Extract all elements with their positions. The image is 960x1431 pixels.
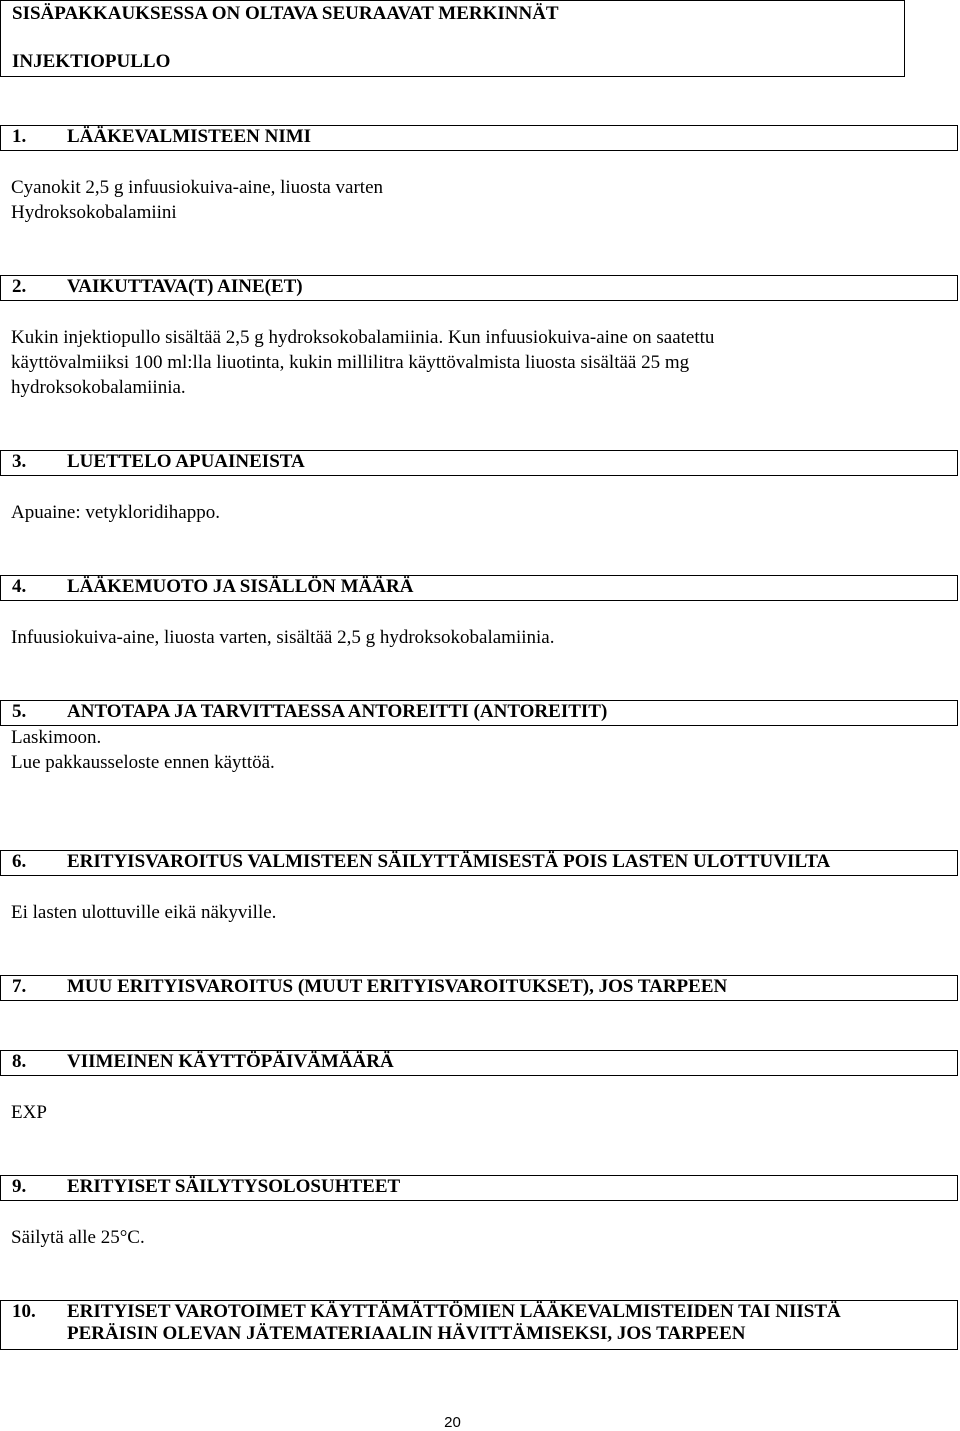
section-1-header <box>0 125 958 151</box>
section-title: ANTOTAPA JA TARVITTAESSA ANTOREITTI (ANTOREITIT) <box>67 701 608 722</box>
section-number: 4. <box>12 576 27 597</box>
section-number: 5. <box>12 701 27 722</box>
section-9-text: Säilytä alle 25°C. <box>11 1227 145 1248</box>
section-7-header <box>0 975 958 1001</box>
section-number: 6. <box>12 851 27 872</box>
section-number: 2. <box>12 276 27 297</box>
section-10-header <box>0 1300 958 1350</box>
section-6-text: Ei lasten ulottuville eikä näkyville. <box>11 902 277 923</box>
section-2-text: käyttövalmiiksi 100 ml:lla liuotinta, kukin millilitra käyttövalmista liuosta sisältää 25 mg <box>11 352 690 373</box>
section-title: VIIMEINEN KÄYTTÖPÄIVÄMÄÄRÄ <box>67 1051 394 1072</box>
section-2-text: hydroksokobalamiinia. <box>11 377 186 398</box>
section-5-text: Laskimoon. <box>11 727 102 748</box>
section-2-text: Kukin injektiopullo sisältää 2,5 g hydroksokobalamiinia. Kun infuusiokuiva-aine on saatettu <box>11 327 715 348</box>
section-8-header <box>0 1050 958 1076</box>
section-title: VAIKUTTAVA(T) AINE(ET) <box>67 276 303 297</box>
packaging-type: INJEKTIOPULLO <box>12 51 171 72</box>
section-9-header <box>0 1175 958 1201</box>
page-number: 20 <box>444 1414 461 1431</box>
section-3-header <box>0 450 958 476</box>
packaging-header-box <box>0 0 905 77</box>
section-number: 1. <box>12 126 27 147</box>
section-2-header <box>0 275 958 301</box>
section-title-line: PERÄISIN OLEVAN JÄTEMATERIAALIN HÄVITTÄMISEKSI, JOS TARPEEN <box>67 1323 746 1344</box>
section-title <box>67 1301 841 1345</box>
section-number: 3. <box>12 451 27 472</box>
section-5-header <box>0 700 958 726</box>
packaging-header-title: SISÄPAKKAUKSESSA ON OLTAVA SEURAAVAT MERKINNÄT <box>12 3 559 24</box>
section-4-header <box>0 575 958 601</box>
section-number: 8. <box>12 1051 27 1072</box>
section-number: 9. <box>12 1176 27 1197</box>
section-title: LÄÄKEMUOTO JA SISÄLLÖN MÄÄRÄ <box>67 576 414 597</box>
section-number: 10. <box>12 1301 36 1322</box>
section-title: MUU ERITYISVAROITUS (MUUT ERITYISVAROITUKSET), JOS TARPEEN <box>67 976 728 997</box>
section-title-line: ERITYISET VAROTOIMET KÄYTTÄMÄTTÖMIEN LÄÄKEVALMISTEIDEN TAI NIISTÄ <box>67 1301 841 1322</box>
section-1-text: Hydroksokobalamiini <box>11 202 177 223</box>
section-title: LÄÄKEVALMISTEEN NIMI <box>67 126 312 147</box>
section-title: ERITYISVAROITUS VALMISTEEN SÄILYTTÄMISESTÄ POIS LASTEN ULOTTUVILTA <box>67 851 831 872</box>
section-6-header <box>0 850 958 876</box>
section-number: 7. <box>12 976 27 997</box>
section-5-text: Lue pakkausseloste ennen käyttöä. <box>11 752 275 773</box>
section-title: ERITYISET SÄILYTYSOLOSUHTEET <box>67 1176 401 1197</box>
section-1-text: Cyanokit 2,5 g infuusiokuiva-aine, liuosta varten <box>11 177 384 198</box>
section-4-text: Infuusiokuiva-aine, liuosta varten, sisältää 2,5 g hydroksokobalamiinia. <box>11 627 555 648</box>
section-3-text: Apuaine: vetykloridihappo. <box>11 502 220 523</box>
section-title: LUETTELO APUAINEISTA <box>67 451 305 472</box>
section-8-text: EXP <box>11 1102 47 1123</box>
